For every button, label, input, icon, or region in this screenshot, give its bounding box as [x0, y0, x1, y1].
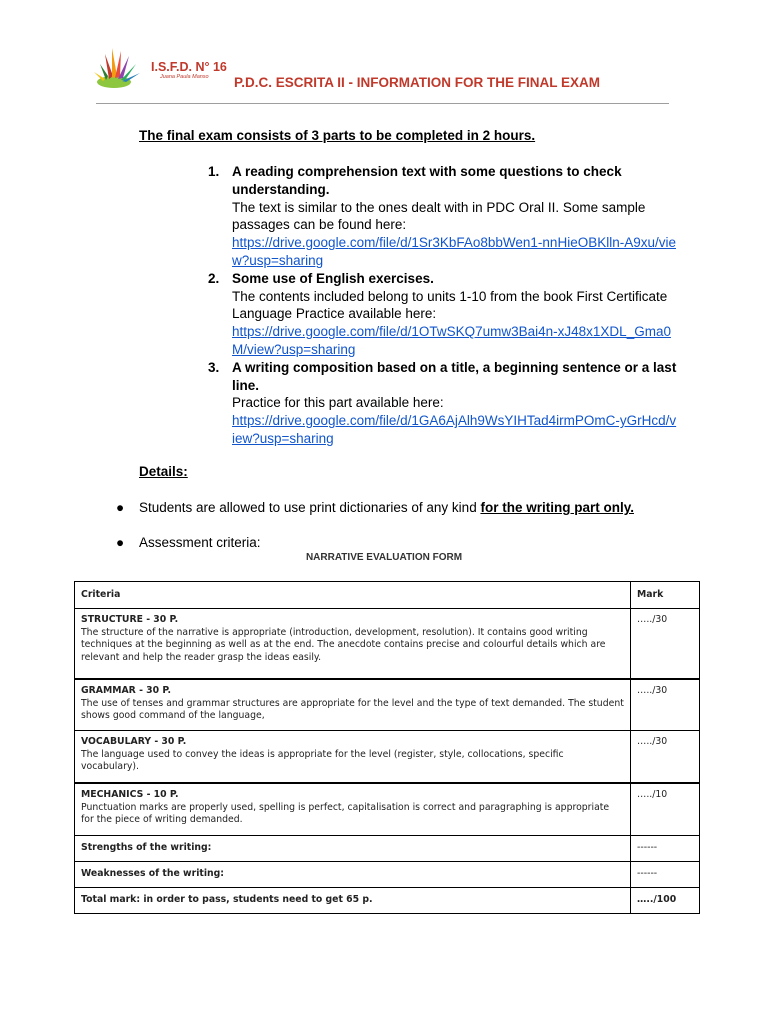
table-header-row	[75, 582, 700, 609]
mark-cell: …../30	[631, 609, 700, 680]
mark-cell: …../10	[631, 783, 700, 836]
criteria-cell	[75, 783, 631, 836]
table-row	[75, 679, 700, 731]
criteria-cell	[75, 609, 631, 680]
strengths-label: Strengths of the writing:	[75, 836, 631, 862]
strengths-mark: ------	[631, 836, 700, 862]
criteria-description: The use of tenses and grammar structures are appropriate for the level and the type of text demanded. The student shows good command of the language,	[81, 697, 624, 721]
part-number: 1.	[208, 164, 220, 179]
criteria-description: Punctuation marks are properly used, spelling is perfect, capitalisation is correct and paragraphing is appropriate for the piece of writing demanded.	[81, 801, 610, 825]
part-body: The contents included belong to units 1-10 from the book First Certificate Language Practice available here:	[232, 288, 668, 322]
total-label: Total mark: in order to pass, students need to get 65 p.	[75, 888, 631, 914]
exam-part-1	[208, 163, 678, 270]
details-heading: Details:	[139, 464, 188, 479]
document-title: P.D.C. ESCRITA II - INFORMATION FOR THE FINAL EXAM	[234, 75, 601, 90]
table-row-weaknesses	[75, 862, 700, 888]
part-heading: A reading comprehension text with some questions to check understanding.	[232, 164, 622, 197]
part-number: 2.	[208, 270, 220, 286]
criteria-cell	[75, 731, 631, 784]
exam-part-3	[208, 359, 678, 448]
table-row-total	[75, 888, 700, 914]
bullet-text	[139, 500, 634, 515]
criteria-cell	[75, 679, 631, 731]
criteria-title: GRAMMAR - 30 P.	[81, 685, 171, 696]
mark-cell: …../30	[631, 679, 700, 731]
bullet-text-emphasis: for the writing part only.	[480, 500, 634, 515]
bullet-text: Assessment criteria:	[139, 535, 261, 550]
column-header-mark: Mark	[631, 582, 700, 609]
part-heading: A writing composition based on a title, a beginning sentence or a last line.	[232, 359, 677, 393]
criteria-title: STRUCTURE - 30 P.	[81, 614, 179, 625]
criteria-title: MECHANICS - 10 P.	[81, 789, 179, 800]
criteria-description: The language used to convey the ideas is appropriate for the level (register, style, collocations, specific vocabulary).	[81, 748, 564, 772]
part-body: Practice for this part available here:	[232, 395, 444, 411]
bullet-text-plain: Students are allowed to use print dictionaries of any kind	[139, 500, 481, 515]
part-heading: Some use of English exercises.	[232, 270, 434, 286]
evaluation-table	[74, 581, 700, 914]
part-1-link[interactable]: https://drive.google.com/file/d/1Sr3KbFAo8bbWen1-nnHieOBKlln-A9xu/view?usp=sharing	[232, 235, 676, 268]
part-number: 3.	[208, 359, 220, 375]
weaknesses-mark: ------	[631, 862, 700, 888]
criteria-title: VOCABULARY - 30 P.	[81, 736, 187, 747]
part-3-link[interactable]: https://drive.google.com/file/d/1GA6AjAlh9WsYIHTad4irmPOmC-yGrHcd/view?usp=sharing	[232, 413, 677, 446]
bullet-glyph: ●	[116, 500, 125, 515]
exam-part-2	[208, 270, 678, 359]
table-row-strengths	[75, 836, 700, 862]
evaluation-form-title: NARRATIVE EVALUATION FORM	[305, 552, 463, 563]
table-row	[75, 609, 700, 680]
exam-intro: The final exam consists of 3 parts to be completed in 2 hours.	[139, 128, 536, 143]
part-2-link[interactable]: https://drive.google.com/file/d/1OTwSKQ7umw3Bai4n-xJ48x1XDL_Gma0M/view?usp=sharing	[232, 324, 671, 357]
header-divider	[96, 103, 669, 104]
weaknesses-label: Weaknesses of the writing:	[75, 862, 631, 888]
exam-parts-list	[208, 163, 678, 448]
table-row	[75, 731, 700, 784]
total-mark: …../100	[631, 888, 700, 914]
part-body: The text is similar to the ones dealt with in PDC Oral II. Some sample passages can be found here:	[232, 199, 646, 233]
mark-cell: …../30	[631, 731, 700, 784]
logo-subtitle: Juana Paula Manso	[160, 74, 209, 80]
logo-name: I.S.F.D. N° 16	[151, 60, 227, 74]
column-header-criteria: Criteria	[75, 582, 631, 609]
bullet-glyph: ●	[116, 535, 125, 550]
criteria-description: The structure of the narrative is appropriate (introduction, development, resolution). It contains good writing techniques at the beginning as well as at the end. The anecdote contains precise and colourful details which are relevant and help the reader grasp the ideas easily.	[81, 626, 606, 663]
table-row	[75, 783, 700, 836]
